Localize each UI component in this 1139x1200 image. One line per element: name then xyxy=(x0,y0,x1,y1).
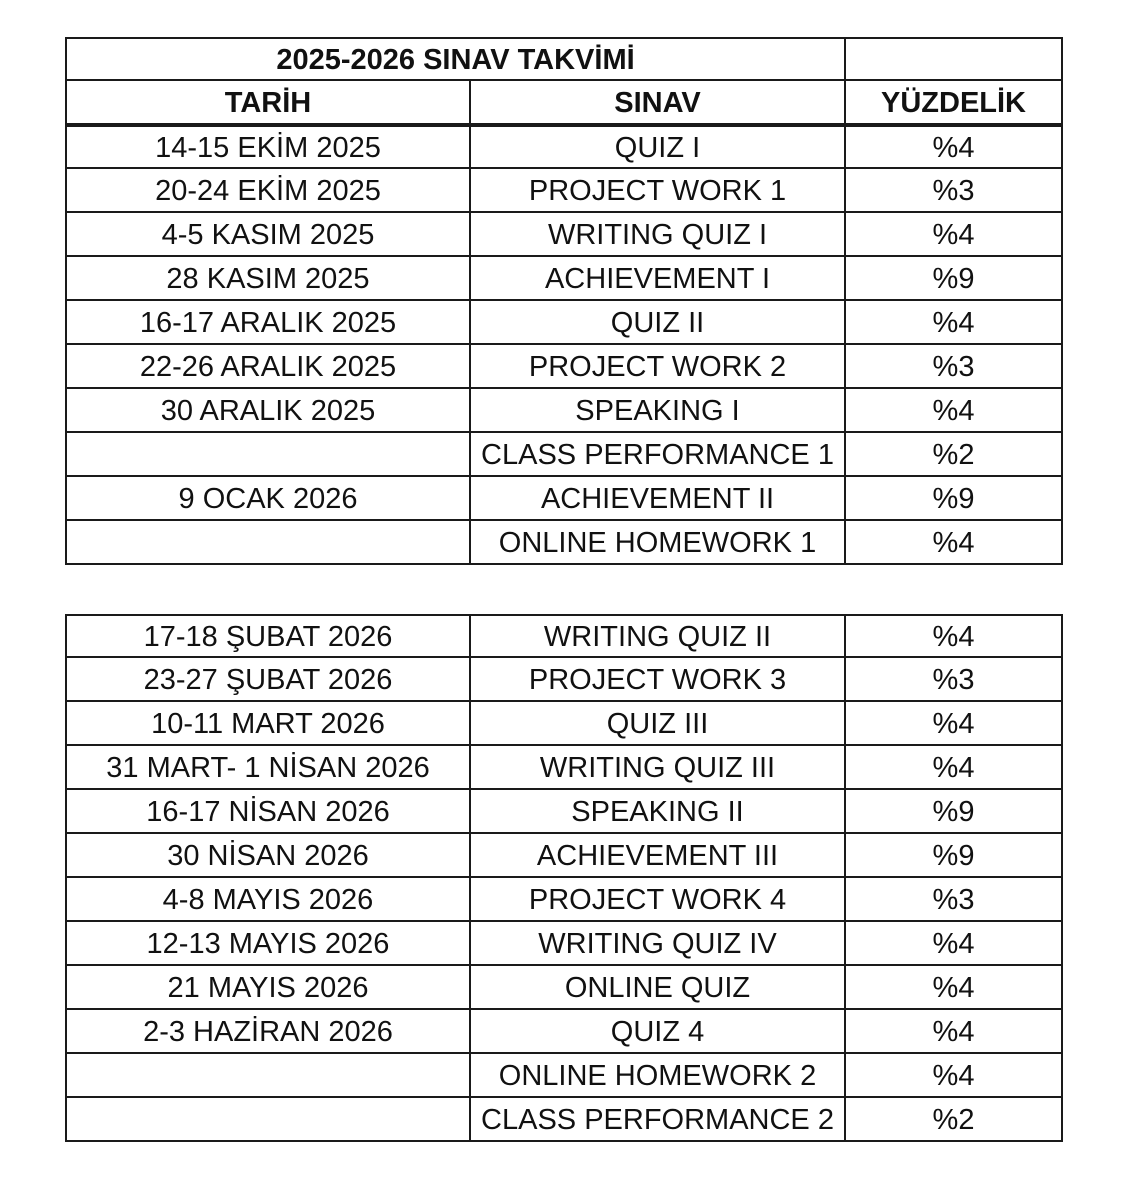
date-cell: 9 OCAK 2026 xyxy=(65,477,471,521)
date-cell: 4-5 KASIM 2025 xyxy=(65,213,471,257)
exam-cell: ACHIEVEMENT I xyxy=(471,257,846,301)
exam-cell: QUIZ I xyxy=(471,125,846,169)
date-cell xyxy=(65,1098,471,1142)
percent-cell: %2 xyxy=(846,1098,1063,1142)
exam-cell: WRITING QUIZ II xyxy=(471,614,846,658)
table-row xyxy=(65,702,1063,746)
exam-cell: QUIZ II xyxy=(471,301,846,345)
percent-cell: %9 xyxy=(846,257,1063,301)
percent-cell: %9 xyxy=(846,790,1063,834)
exam-cell: WRITING QUIZ I xyxy=(471,213,846,257)
percent-cell: %4 xyxy=(846,702,1063,746)
percent-cell: %4 xyxy=(846,922,1063,966)
table-row xyxy=(65,746,1063,790)
table-row xyxy=(65,125,1063,169)
table-row xyxy=(65,169,1063,213)
date-cell: 23-27 ŞUBAT 2026 xyxy=(65,658,471,702)
table-row xyxy=(65,966,1063,1010)
header-exam: SINAV xyxy=(471,81,846,125)
table-row xyxy=(65,257,1063,301)
exam-cell: WRITING QUIZ IV xyxy=(471,922,846,966)
exam-cell: ONLINE QUIZ xyxy=(471,966,846,1010)
percent-cell: %4 xyxy=(846,746,1063,790)
table-row xyxy=(65,477,1063,521)
date-cell: 21 MAYIS 2026 xyxy=(65,966,471,1010)
percent-cell: %3 xyxy=(846,658,1063,702)
title-empty-cell xyxy=(846,37,1063,81)
date-cell: 17-18 ŞUBAT 2026 xyxy=(65,614,471,658)
table-header-row xyxy=(65,81,1063,125)
percent-cell: %4 xyxy=(846,213,1063,257)
date-cell: 20-24 EKİM 2025 xyxy=(65,169,471,213)
table-row xyxy=(65,878,1063,922)
exam-cell: PROJECT WORK 3 xyxy=(471,658,846,702)
percent-cell: %4 xyxy=(846,521,1063,565)
date-cell: 12-13 MAYIS 2026 xyxy=(65,922,471,966)
exam-table-second-term xyxy=(65,614,1063,1142)
date-cell: 28 KASIM 2025 xyxy=(65,257,471,301)
date-cell: 2-3 HAZİRAN 2026 xyxy=(65,1010,471,1054)
exam-cell: PROJECT WORK 4 xyxy=(471,878,846,922)
percent-cell: %4 xyxy=(846,966,1063,1010)
percent-cell: %3 xyxy=(846,878,1063,922)
percent-cell: %4 xyxy=(846,301,1063,345)
percent-cell: %4 xyxy=(846,1010,1063,1054)
table-row xyxy=(65,834,1063,878)
date-cell: 14-15 EKİM 2025 xyxy=(65,125,471,169)
exam-cell: SPEAKING I xyxy=(471,389,846,433)
table-row xyxy=(65,213,1063,257)
date-cell xyxy=(65,1054,471,1098)
exam-table-first-term xyxy=(65,37,1063,565)
table-row xyxy=(65,790,1063,834)
table-row xyxy=(65,922,1063,966)
exam-cell: PROJECT WORK 1 xyxy=(471,169,846,213)
percent-cell: %3 xyxy=(846,345,1063,389)
date-cell: 10-11 MART 2026 xyxy=(65,702,471,746)
percent-cell: %9 xyxy=(846,477,1063,521)
exam-cell: ACHIEVEMENT III xyxy=(471,834,846,878)
exam-cell: ONLINE HOMEWORK 1 xyxy=(471,521,846,565)
table-row xyxy=(65,521,1063,565)
exam-cell: PROJECT WORK 2 xyxy=(471,345,846,389)
table-row xyxy=(65,614,1063,658)
table-row xyxy=(65,301,1063,345)
table-row xyxy=(65,1098,1063,1142)
table-row xyxy=(65,658,1063,702)
table-row xyxy=(65,389,1063,433)
first-term-rows xyxy=(65,125,1063,565)
percent-cell: %4 xyxy=(846,614,1063,658)
exam-cell: QUIZ 4 xyxy=(471,1010,846,1054)
exam-cell: ACHIEVEMENT II xyxy=(471,477,846,521)
exam-cell: WRITING QUIZ III xyxy=(471,746,846,790)
table-row xyxy=(65,345,1063,389)
percent-cell: %4 xyxy=(846,125,1063,169)
percent-cell: %2 xyxy=(846,433,1063,477)
percent-cell: %9 xyxy=(846,834,1063,878)
table-title: 2025-2026 SINAV TAKVİMİ xyxy=(65,37,846,81)
percent-cell: %4 xyxy=(846,1054,1063,1098)
header-date: TARİH xyxy=(65,81,471,125)
date-cell xyxy=(65,521,471,565)
date-cell: 30 NİSAN 2026 xyxy=(65,834,471,878)
exam-cell: CLASS PERFORMANCE 1 xyxy=(471,433,846,477)
exam-cell: SPEAKING II xyxy=(471,790,846,834)
table-row xyxy=(65,1054,1063,1098)
header-percent: YÜZDELİK xyxy=(846,81,1063,125)
exam-cell: CLASS PERFORMANCE 2 xyxy=(471,1098,846,1142)
exam-cell: ONLINE HOMEWORK 2 xyxy=(471,1054,846,1098)
date-cell: 30 ARALIK 2025 xyxy=(65,389,471,433)
date-cell xyxy=(65,433,471,477)
date-cell: 16-17 ARALIK 2025 xyxy=(65,301,471,345)
date-cell: 22-26 ARALIK 2025 xyxy=(65,345,471,389)
percent-cell: %4 xyxy=(846,389,1063,433)
date-cell: 4-8 MAYIS 2026 xyxy=(65,878,471,922)
percent-cell: %3 xyxy=(846,169,1063,213)
table-row xyxy=(65,1010,1063,1054)
table-title-row xyxy=(65,37,1063,81)
exam-cell: QUIZ III xyxy=(471,702,846,746)
table-row xyxy=(65,433,1063,477)
date-cell: 31 MART- 1 NİSAN 2026 xyxy=(65,746,471,790)
date-cell: 16-17 NİSAN 2026 xyxy=(65,790,471,834)
second-term-rows xyxy=(65,614,1063,1142)
